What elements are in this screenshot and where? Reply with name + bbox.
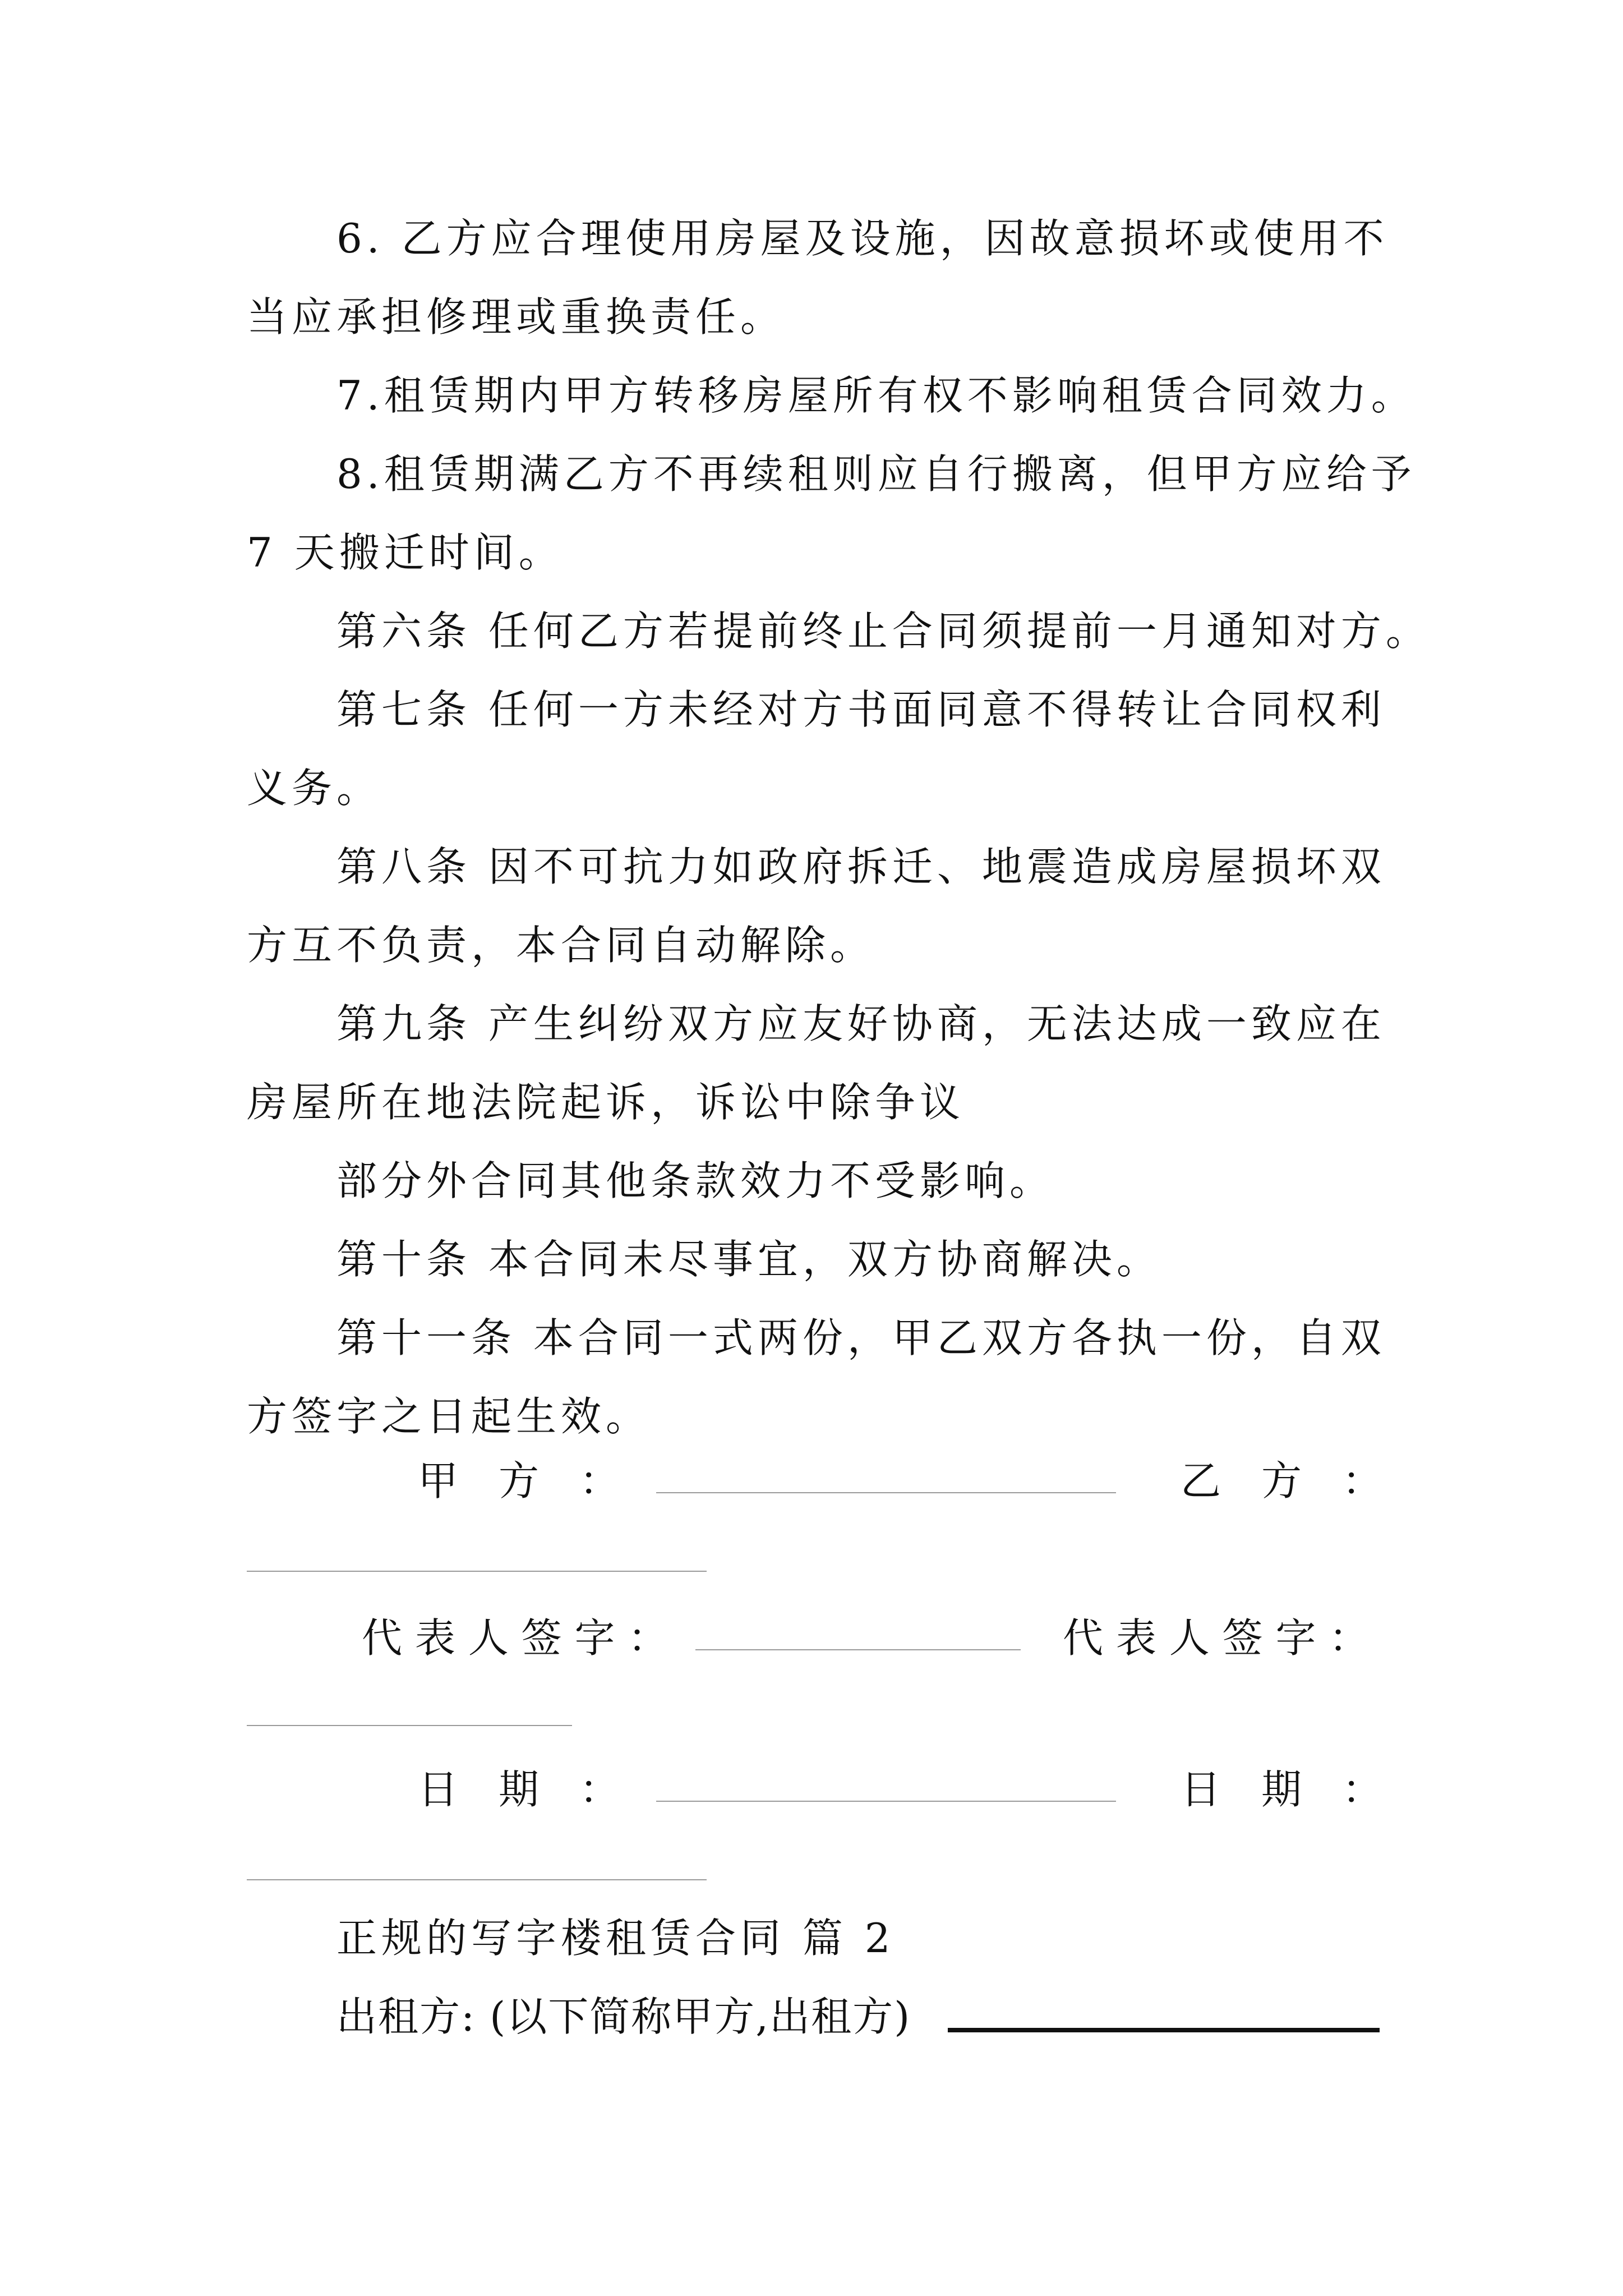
party-a-label: 甲 方 ： bbox=[418, 1457, 620, 1504]
date-a-label: 日 期 ： bbox=[418, 1766, 620, 1813]
clause-7: 7.租赁期内甲方转移房屋所有权不影响租赁合同效力。 bbox=[336, 372, 1416, 419]
section-2-heading: 正规的写字楼租赁合同 篇 2 bbox=[336, 1915, 895, 1962]
clause-8-line-1: 8.租赁期满乙方不再续租则应自行搬离，但甲方应给予 bbox=[336, 450, 1416, 498]
party-b-label: 乙 方 ： bbox=[1181, 1457, 1383, 1504]
lessor-label: 出租方: (以下简称甲方,出租方) bbox=[336, 1993, 911, 2040]
article-7-line-2: 义务。 bbox=[247, 765, 382, 812]
date-b-line[interactable] bbox=[247, 1879, 707, 1880]
article-8-line-2: 方互不负责，本合同自动解除。 bbox=[247, 922, 875, 969]
date-a-line[interactable] bbox=[656, 1801, 1116, 1802]
article-9-line-1: 第九条 产生纠纷双方应友好协商，无法达成一致应在 bbox=[336, 1000, 1386, 1047]
clause-6-line-2: 当应承担修理或重换责任。 bbox=[247, 293, 786, 341]
rep-b-signature-line[interactable] bbox=[247, 1725, 572, 1726]
rep-b-label: 代 表 人 签 字 ： bbox=[1063, 1614, 1370, 1662]
article-8-line-1: 第八条 因不可抗力如政府拆迁、地震造成房屋损坏双 bbox=[336, 843, 1386, 890]
party-a-signature-line[interactable] bbox=[656, 1492, 1116, 1493]
clause-6-line-1: 6. 乙方应合理使用房屋及设施，因故意损坏或使用不 bbox=[336, 215, 1389, 262]
clause-8-line-2: 7 天搬迁时间。 bbox=[247, 529, 564, 576]
article-10: 第十条 本合同未尽事宜，双方协商解决。 bbox=[336, 1236, 1161, 1283]
article-7-line-1: 第七条 任何一方未经对方书面同意不得转让合同权利 bbox=[336, 686, 1386, 733]
article-9-line-3: 部分外合同其他条款效力不受影响。 bbox=[336, 1157, 1055, 1204]
rep-a-label: 代 表 人 签 字 ： bbox=[362, 1614, 668, 1662]
article-11-line-1: 第十一条 本合同一式两份，甲乙双方各执一份，自双 bbox=[336, 1314, 1386, 1361]
party-b-signature-line[interactable] bbox=[247, 1571, 707, 1572]
lessor-fill-line[interactable] bbox=[948, 2028, 1380, 2032]
date-b-label: 日 期 ： bbox=[1181, 1766, 1383, 1813]
article-9-line-2: 房屋所在地法院起诉，诉讼中除争议 bbox=[247, 1079, 965, 1126]
rep-a-signature-line[interactable] bbox=[695, 1649, 1021, 1650]
article-6: 第六条 任何乙方若提前终止合同须提前一月通知对方。 bbox=[336, 608, 1431, 655]
article-11-line-2: 方签字之日起生效。 bbox=[247, 1393, 651, 1440]
